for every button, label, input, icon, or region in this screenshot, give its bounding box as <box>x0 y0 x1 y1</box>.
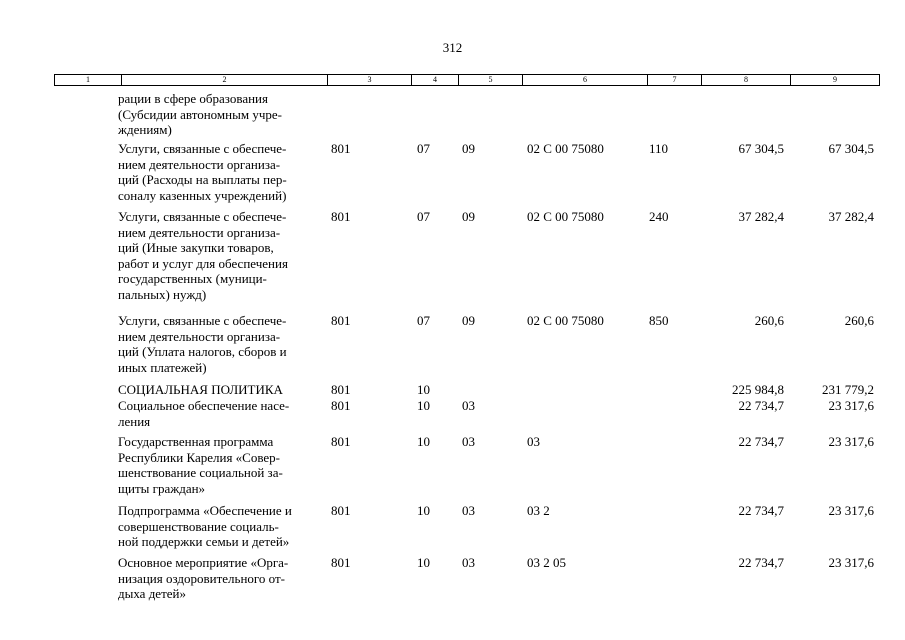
row-2-col4: 07 <box>417 209 430 224</box>
row-0-name: рации в сфере образования (Субсидии автономным учре- ждениям) <box>118 91 282 137</box>
header-col-6: 6 <box>522 75 647 85</box>
header-col-5: 5 <box>458 75 522 85</box>
row-1-name: Услуги, связанные с обеспече- нием деятельности организа- ций (Расходы на выплаты пер- соналу казенных учреждений) <box>118 141 287 203</box>
row-5-col8: 22 734,7 <box>738 398 784 413</box>
row-2-col8: 37 282,4 <box>738 209 784 224</box>
row-6-col8: 22 734,7 <box>738 434 784 449</box>
row-1-col7: 110 <box>649 141 669 156</box>
row-5-col9: 23 317,6 <box>828 398 874 413</box>
row-3-name: Услуги, связанные с обеспече- нием деятельности организа- ций (Уплата налогов, сборов и иных платежей) <box>118 313 287 375</box>
row-5-col3: 801 <box>331 398 351 413</box>
row-6-name: Государственная программа Республики Карелия «Совер- шенствование социальной за- щиты граждан» <box>118 434 283 496</box>
row-7-col9: 23 317,6 <box>828 503 874 518</box>
row-4-col3: 801 <box>331 382 351 397</box>
row-5-name: Социальное обеспечение насе- ления <box>118 398 290 429</box>
row-3-col3: 801 <box>331 313 351 328</box>
header-col-7: 7 <box>647 75 701 85</box>
row-4-col9: 231 779,2 <box>822 382 874 397</box>
row-3-col4: 07 <box>417 313 430 328</box>
page-number: 312 <box>442 40 463 55</box>
row-8-col4: 10 <box>417 555 430 570</box>
row-1-col5: 09 <box>462 141 475 156</box>
row-7-col6: 03 2 <box>527 503 550 518</box>
header-col-8: 8 <box>701 75 790 85</box>
row-6-col9: 23 317,6 <box>828 434 874 449</box>
row-8-col9: 23 317,6 <box>828 555 874 570</box>
row-2-col3: 801 <box>331 209 351 224</box>
row-6-col5: 03 <box>462 434 475 449</box>
row-8-name: Основное мероприятие «Орга- низация оздоровительного от- дыха детей» <box>118 555 289 601</box>
row-3-col7: 850 <box>649 313 669 328</box>
row-5-col5: 03 <box>462 398 475 413</box>
header-col-4: 4 <box>411 75 458 85</box>
row-3-col9: 260,6 <box>844 313 874 328</box>
table-header <box>54 74 880 86</box>
row-5-col4: 10 <box>417 398 430 413</box>
row-6-col6: 03 <box>527 434 540 449</box>
row-3-col8: 260,6 <box>754 313 784 328</box>
row-2-col6: 02 С 00 75080 <box>527 209 604 224</box>
row-4-col4: 10 <box>417 382 430 397</box>
row-8-col6: 03 2 05 <box>527 555 566 570</box>
row-6-col3: 801 <box>331 434 351 449</box>
row-8-col5: 03 <box>462 555 475 570</box>
row-3-col6: 02 С 00 75080 <box>527 313 604 328</box>
header-col-9: 9 <box>790 75 879 85</box>
header-col-3: 3 <box>327 75 411 85</box>
row-7-col8: 22 734,7 <box>738 503 784 518</box>
header-col-2: 2 <box>121 75 327 85</box>
row-2-col5: 09 <box>462 209 475 224</box>
row-7-col4: 10 <box>417 503 430 518</box>
row-4-col8: 225 984,8 <box>732 382 784 397</box>
row-7-col5: 03 <box>462 503 475 518</box>
row-1-col8: 67 304,5 <box>738 141 784 156</box>
row-8-col8: 22 734,7 <box>738 555 784 570</box>
row-2-name: Услуги, связанные с обеспече- нием деятельности организа- ций (Иные закупки товаров, работ и услуг для обеспечения государственных (муници- пальных) нужд) <box>118 209 288 302</box>
row-7-name: Подпрограмма «Обеспечение и совершенствование социаль- ной поддержки семьи и детей» <box>118 503 292 549</box>
row-1-col4: 07 <box>417 141 430 156</box>
row-1-col6: 02 С 00 75080 <box>527 141 604 156</box>
row-2-col9: 37 282,4 <box>828 209 874 224</box>
header-col-1: 1 <box>86 75 90 84</box>
row-6-col4: 10 <box>417 434 430 449</box>
row-3-col5: 09 <box>462 313 475 328</box>
row-7-col3: 801 <box>331 503 351 518</box>
row-8-col3: 801 <box>331 555 351 570</box>
row-2-col7: 240 <box>649 209 669 224</box>
row-1-col3: 801 <box>331 141 351 156</box>
row-1-col9: 67 304,5 <box>828 141 874 156</box>
row-4-name: СОЦИАЛЬНАЯ ПОЛИТИКА <box>118 382 283 397</box>
